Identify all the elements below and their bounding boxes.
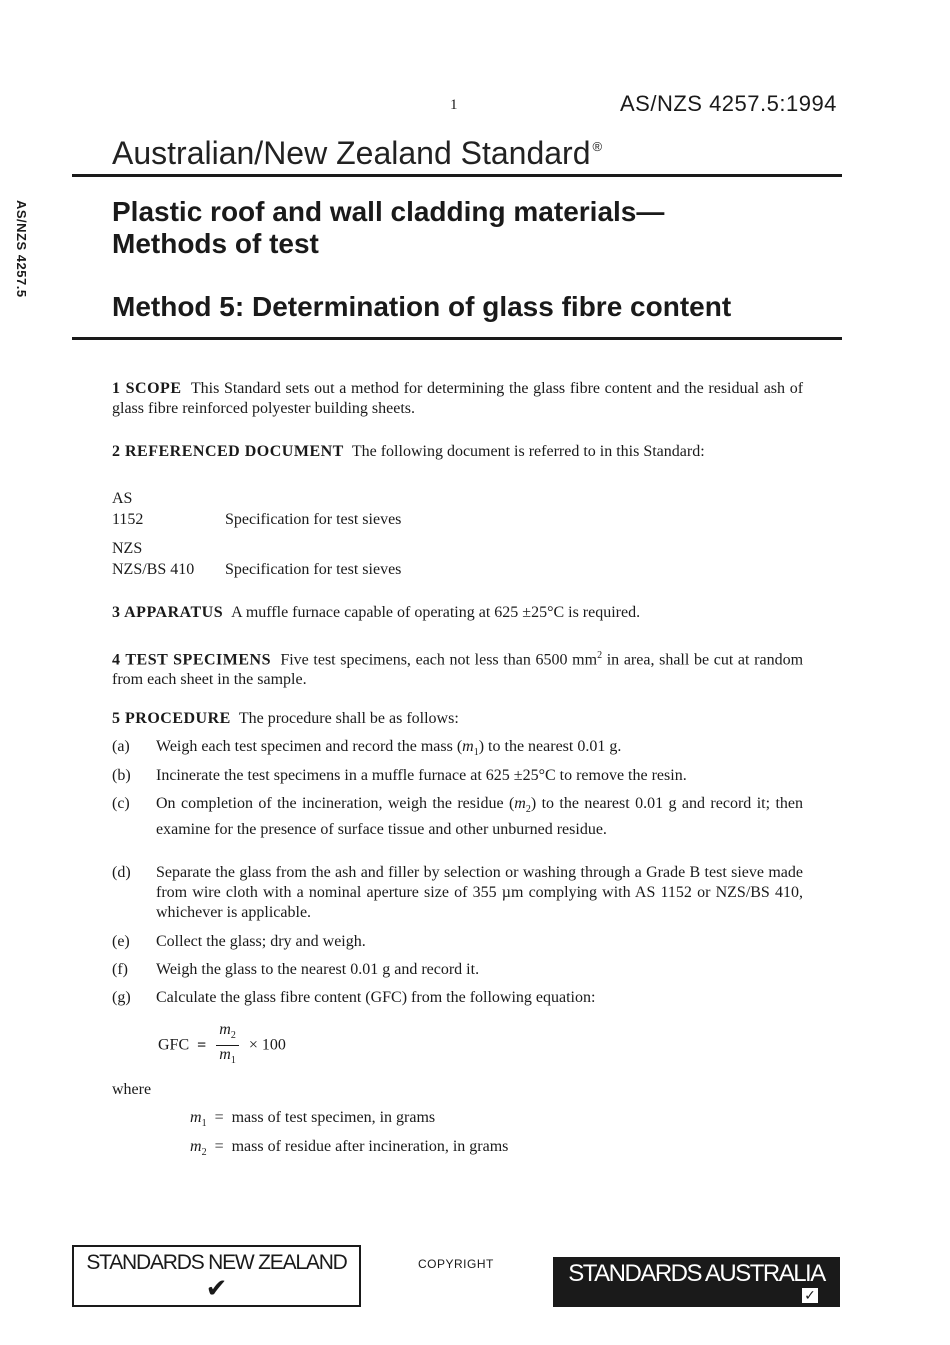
logo-au-text: STANDARDS AUSTRALIA [568, 1260, 825, 1287]
step-label: (a) [112, 738, 130, 755]
referenced-text: The following document is referred to in this Standard: [351, 443, 705, 460]
definition-m1 [190, 1108, 435, 1134]
ref-group-as: AS [112, 490, 133, 507]
equation-multiplier: × 100 [248, 1036, 286, 1054]
step-text: Separate the glass from the ash and filler by selection or washing through a Grade B test sieve made from wire cloth with a nominal aperture size of 355 µm complying with AS 1152 or NZS/BS 410, whichever is applicable. [156, 864, 803, 921]
side-label: AS/NZS 4257.5 [14, 200, 29, 298]
step-label: (b) [112, 767, 131, 784]
title-line-2: Methods of test [112, 228, 319, 259]
ref-row-as [112, 511, 401, 529]
step-label: (d) [112, 864, 131, 881]
page-number: 1 [450, 97, 458, 113]
banner-text: Australian/New Zealand Standard [112, 135, 591, 171]
section-apparatus [112, 603, 803, 623]
step-var-sub: 2 [525, 804, 531, 816]
numerator-sub: 2 [230, 1030, 236, 1042]
fraction-numerator [216, 1021, 239, 1046]
step-var: m [514, 795, 526, 812]
step-text-pre: Weigh each test specimen and record the mass ( [156, 738, 463, 755]
specimens-sup: 2 [597, 650, 603, 661]
equation-fraction [216, 1021, 239, 1070]
referenced-heading: 2 REFERENCED DOCUMENT [112, 443, 344, 460]
fraction-denominator [216, 1046, 239, 1070]
procedure-step-f [112, 960, 803, 980]
step-text: Weigh the glass to the nearest 0.01 g and record it. [156, 961, 480, 978]
method-title: Method 5: Determination of glass fibre content [112, 291, 732, 322]
where-label: where [112, 1081, 152, 1098]
specimens-text-a: Five test specimens, each not less than 6500 mm [280, 651, 598, 669]
def-symbol-sub: 1 [201, 1118, 207, 1130]
apparatus-heading: 3 APPARATUS [112, 604, 224, 621]
title-rule [72, 337, 842, 340]
step-text: Incinerate the test specimens in a muffle furnace at 625 ±25°C to remove the resin. [156, 767, 687, 784]
numerator-var: m [219, 1021, 231, 1038]
check-icon: ✔ [205, 1273, 228, 1303]
step-text [156, 794, 803, 840]
procedure-heading: 5 PROCEDURE [112, 710, 231, 727]
standards-nz-logo [72, 1245, 361, 1307]
scope-heading: 1 SCOPE [112, 380, 182, 397]
step-text [156, 737, 803, 763]
ref-row-nzs [112, 561, 401, 579]
step-label: (c) [112, 795, 130, 812]
copyright-label: COPYRIGHT [418, 1257, 494, 1271]
gfc-equation [158, 1021, 286, 1070]
step-var: m [462, 738, 474, 755]
ref-title: Specification for test sieves [225, 561, 402, 578]
section-scope [112, 379, 803, 419]
procedure-step-e [112, 932, 803, 952]
standard-code: AS/NZS 4257.5:1994 [620, 91, 837, 116]
def-symbol-sub: 2 [201, 1147, 207, 1159]
apparatus-text: A muffle furnace capable of operating at 625 ±25°C is required. [231, 604, 641, 621]
step-text-pre: On completion of the incineration, weigh the residue ( [156, 795, 515, 812]
def-equals: = [214, 1109, 224, 1126]
top-rule [72, 174, 842, 177]
equation-equals: = [197, 1036, 207, 1054]
ref-code: 1152 [112, 511, 144, 528]
ref-group-nzs: NZS [112, 540, 143, 557]
section-specimens [112, 646, 803, 690]
procedure-intro: The procedure shall be as follows: [238, 710, 459, 727]
step-label: (e) [112, 933, 130, 950]
def-meaning: mass of residue after incineration, in grams [231, 1138, 509, 1155]
procedure-step-g [112, 988, 803, 1008]
standard-banner [112, 135, 602, 172]
logo-nz-text: STANDARDS NEW ZEALAND [86, 1251, 347, 1274]
step-text-post: ) to the nearest 0.01 g and record it; then examine for the presence of surface tissue and other unburned residue. [156, 795, 803, 839]
step-label: (f) [112, 961, 128, 978]
procedure-step-b [112, 766, 803, 786]
def-meaning: mass of test specimen, in grams [231, 1109, 436, 1126]
title-line-1: Plastic roof and wall cladding materials— [112, 196, 665, 227]
equation-lhs: GFC [158, 1036, 190, 1054]
step-label: (g) [112, 989, 131, 1006]
step-text: Calculate the glass fibre content (GFC) from the following equation: [156, 989, 596, 1006]
section-referenced [112, 442, 803, 462]
standards-australia-logo [553, 1257, 840, 1307]
procedure-step-d [112, 863, 803, 923]
denominator-sub: 1 [230, 1055, 236, 1067]
step-var-sub: 1 [473, 747, 479, 759]
def-equals: = [214, 1138, 224, 1155]
scope-text: This Standard sets out a method for determining the glass fibre content and the residual ash of glass fibre reinforced polyester building sheets. [112, 380, 804, 417]
procedure-step-c [112, 794, 803, 840]
specimens-text-b: in area, shall be cut at random from each sheet in the sample. [112, 651, 804, 689]
def-symbol: m [190, 1109, 202, 1126]
procedure-step-a [112, 737, 803, 763]
document-title [112, 196, 832, 260]
ref-code: NZS/BS 410 [112, 561, 195, 578]
step-text: Collect the glass; dry and weigh. [156, 933, 366, 950]
section-procedure [112, 709, 803, 729]
check-icon: ✓ [802, 1288, 818, 1303]
specimens-heading: 4 TEST SPECIMENS [112, 651, 271, 669]
step-text-post: ) to the nearest 0.01 g. [478, 738, 622, 755]
denominator-var: m [219, 1046, 231, 1064]
def-symbol: m [190, 1138, 202, 1155]
ref-title: Specification for test sieves [225, 511, 402, 528]
registered-mark: ® [592, 139, 603, 154]
definition-m2 [190, 1137, 508, 1163]
